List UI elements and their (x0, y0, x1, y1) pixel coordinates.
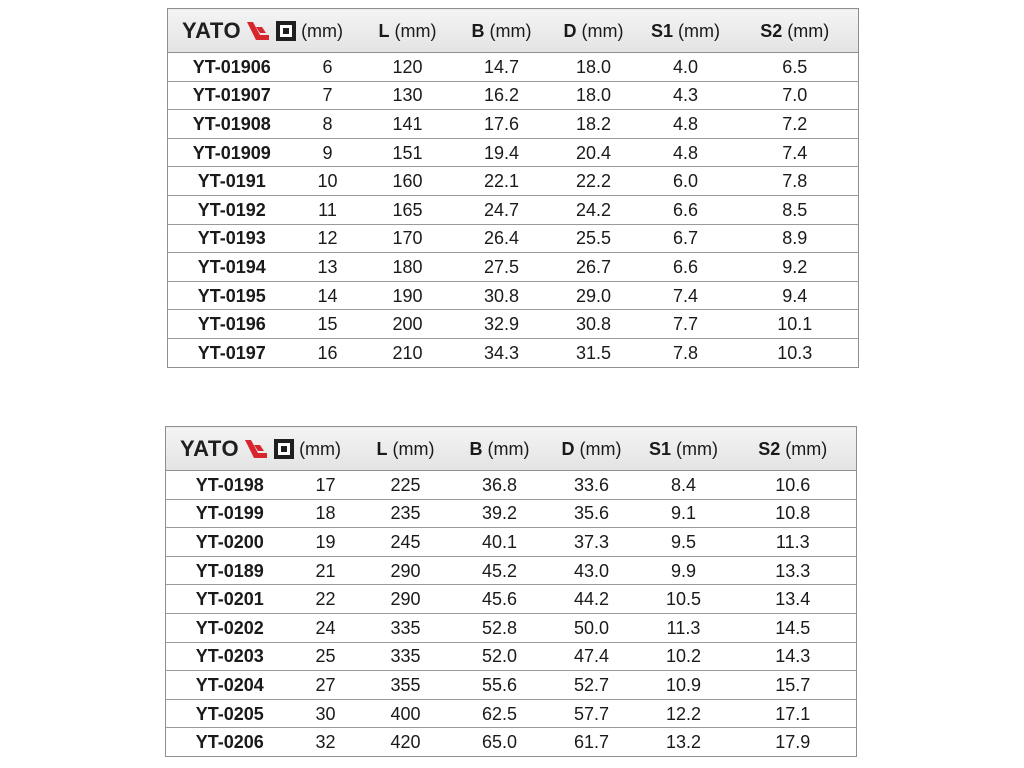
s1-cell: 10.5 (638, 585, 730, 614)
diameter-cell: 57.7 (546, 699, 638, 728)
length-cell: 151 (360, 138, 456, 167)
table-row (166, 528, 857, 557)
product-code-cell: YT-0206 (166, 728, 294, 757)
spec-table-2 (165, 426, 857, 757)
product-code-cell: YT-0191 (168, 167, 296, 196)
s1-cell: 6.6 (640, 253, 732, 282)
size-cell: 25 (294, 642, 358, 671)
s2-cell: 13.3 (730, 556, 857, 585)
product-code-cell: YT-0192 (168, 195, 296, 224)
s1-cell: 10.9 (638, 671, 730, 700)
width-b-cell: 55.6 (454, 671, 546, 700)
width-b-cell: 26.4 (456, 224, 548, 253)
header-col-d: D (mm) (546, 427, 638, 471)
header-col-s2: S2 (mm) (732, 9, 859, 53)
diameter-cell: 25.5 (548, 224, 640, 253)
table-row (166, 585, 857, 614)
s2-cell: 14.5 (730, 613, 857, 642)
s2-cell: 14.3 (730, 642, 857, 671)
width-b-cell: 52.8 (454, 613, 546, 642)
table-body (168, 53, 859, 368)
s1-cell: 12.2 (638, 699, 730, 728)
length-cell: 335 (358, 642, 454, 671)
s2-cell: 7.0 (732, 81, 859, 110)
header-col-s1: S1 (mm) (640, 9, 732, 53)
table-row (168, 224, 859, 253)
table-row (166, 613, 857, 642)
s2-cell: 15.7 (730, 671, 857, 700)
table-row (168, 253, 859, 282)
diameter-cell: 37.3 (546, 528, 638, 557)
product-code-cell: YT-0194 (168, 253, 296, 282)
length-cell: 290 (358, 556, 454, 585)
length-cell: 225 (358, 471, 454, 500)
s1-cell: 7.7 (640, 310, 732, 339)
s1-cell: 4.8 (640, 110, 732, 139)
s2-cell: 10.8 (730, 499, 857, 528)
size-cell: 15 (296, 310, 360, 339)
table-header-row (166, 427, 857, 471)
size-cell: 22 (294, 585, 358, 614)
table-row (168, 53, 859, 82)
length-cell: 420 (358, 728, 454, 757)
table-row (166, 642, 857, 671)
s2-cell: 17.9 (730, 728, 857, 757)
brand-logo (180, 435, 342, 461)
table-header-row (168, 9, 859, 53)
product-code-cell: YT-0203 (166, 642, 294, 671)
size-cell: 9 (296, 138, 360, 167)
s1-cell: 7.8 (640, 338, 732, 367)
size-cell: 16 (296, 338, 360, 367)
length-cell: 165 (360, 195, 456, 224)
product-code-cell: YT-0189 (166, 556, 294, 585)
header-col-l: L (mm) (360, 9, 456, 53)
s1-cell: 7.4 (640, 281, 732, 310)
length-cell: 130 (360, 81, 456, 110)
header-size-unit: (mm) (299, 438, 342, 459)
size-cell: 10 (296, 167, 360, 196)
size-cell: 6 (296, 53, 360, 82)
header-col-b: B (mm) (454, 427, 546, 471)
width-b-cell: 27.5 (456, 253, 548, 282)
diameter-cell: 18.0 (548, 53, 640, 82)
s2-cell: 8.9 (732, 224, 859, 253)
header-col-d: D (mm) (548, 9, 640, 53)
s1-cell: 6.7 (640, 224, 732, 253)
table-row (166, 728, 857, 757)
s1-cell: 10.2 (638, 642, 730, 671)
s2-cell: 13.4 (730, 585, 857, 614)
product-code-cell: YT-0205 (166, 699, 294, 728)
product-code-cell: YT-01908 (168, 110, 296, 139)
s2-cell: 17.1 (730, 699, 857, 728)
s1-cell: 4.0 (640, 53, 732, 82)
length-cell: 235 (358, 499, 454, 528)
yato-logo-icon (245, 20, 271, 42)
header-col-l: L (mm) (358, 427, 454, 471)
size-cell: 14 (296, 281, 360, 310)
brand-header-cell (166, 427, 358, 471)
size-cell: 21 (294, 556, 358, 585)
width-b-cell: 24.7 (456, 195, 548, 224)
length-cell: 141 (360, 110, 456, 139)
header-col-s2: S2 (mm) (730, 427, 857, 471)
product-code-cell: YT-0197 (168, 338, 296, 367)
size-cell: 7 (296, 81, 360, 110)
width-b-cell: 62.5 (454, 699, 546, 728)
size-cell: 12 (296, 224, 360, 253)
table-row (168, 167, 859, 196)
s2-cell: 7.8 (732, 167, 859, 196)
s1-cell: 4.3 (640, 81, 732, 110)
diameter-cell: 47.4 (546, 642, 638, 671)
size-cell: 24 (294, 613, 358, 642)
diameter-cell: 18.2 (548, 110, 640, 139)
s2-cell: 7.2 (732, 110, 859, 139)
diameter-cell: 33.6 (546, 471, 638, 500)
width-b-cell: 40.1 (454, 528, 546, 557)
table-row (166, 471, 857, 500)
s2-cell: 7.4 (732, 138, 859, 167)
diameter-cell: 22.2 (548, 167, 640, 196)
brand-header-cell (168, 9, 360, 53)
length-cell: 290 (358, 585, 454, 614)
s2-cell: 9.4 (732, 281, 859, 310)
table-body (166, 471, 857, 757)
s1-cell: 9.5 (638, 528, 730, 557)
size-cell: 13 (296, 253, 360, 282)
diameter-cell: 18.0 (548, 81, 640, 110)
width-b-cell: 32.9 (456, 310, 548, 339)
s1-cell: 9.9 (638, 556, 730, 585)
s1-cell: 4.8 (640, 138, 732, 167)
length-cell: 120 (360, 53, 456, 82)
product-code-cell: YT-01906 (168, 53, 296, 82)
table-row (168, 281, 859, 310)
s1-cell: 9.1 (638, 499, 730, 528)
s1-cell: 8.4 (638, 471, 730, 500)
header-col-s1: S1 (mm) (638, 427, 730, 471)
s2-cell: 8.5 (732, 195, 859, 224)
s1-cell: 6.6 (640, 195, 732, 224)
table-row (168, 338, 859, 367)
header-size-unit: (mm) (301, 20, 344, 41)
diameter-cell: 31.5 (548, 338, 640, 367)
diameter-cell: 24.2 (548, 195, 640, 224)
header-col-b: B (mm) (456, 9, 548, 53)
s2-cell: 10.3 (732, 338, 859, 367)
width-b-cell: 52.0 (454, 642, 546, 671)
table-row (166, 671, 857, 700)
length-cell: 180 (360, 253, 456, 282)
width-b-cell: 30.8 (456, 281, 548, 310)
brand-name: YATO (182, 17, 242, 43)
brand-name: YATO (180, 435, 240, 461)
width-b-cell: 45.2 (454, 556, 546, 585)
size-cell: 27 (294, 671, 358, 700)
brand-logo (182, 17, 344, 43)
table-row (168, 310, 859, 339)
width-b-cell: 34.3 (456, 338, 548, 367)
product-code-cell: YT-0196 (168, 310, 296, 339)
s2-cell: 11.3 (730, 528, 857, 557)
length-cell: 355 (358, 671, 454, 700)
s2-cell: 6.5 (732, 53, 859, 82)
product-code-cell: YT-0193 (168, 224, 296, 253)
width-b-cell: 22.1 (456, 167, 548, 196)
width-b-cell: 17.6 (456, 110, 548, 139)
s2-cell: 9.2 (732, 253, 859, 282)
width-b-cell: 39.2 (454, 499, 546, 528)
product-code-cell: YT-0204 (166, 671, 294, 700)
product-code-cell: YT-01909 (168, 138, 296, 167)
width-b-cell: 16.2 (456, 81, 548, 110)
square-drive-icon (273, 438, 295, 460)
length-cell: 170 (360, 224, 456, 253)
size-cell: 11 (296, 195, 360, 224)
table-row (166, 556, 857, 585)
product-code-cell: YT-0199 (166, 499, 294, 528)
table-row (168, 110, 859, 139)
s1-cell: 6.0 (640, 167, 732, 196)
length-cell: 245 (358, 528, 454, 557)
length-cell: 200 (360, 310, 456, 339)
product-code-cell: YT-0200 (166, 528, 294, 557)
length-cell: 400 (358, 699, 454, 728)
diameter-cell: 43.0 (546, 556, 638, 585)
table-row (168, 81, 859, 110)
diameter-cell: 35.6 (546, 499, 638, 528)
s1-cell: 13.2 (638, 728, 730, 757)
table-row (166, 499, 857, 528)
s2-cell: 10.1 (732, 310, 859, 339)
size-cell: 18 (294, 499, 358, 528)
s1-cell: 11.3 (638, 613, 730, 642)
length-cell: 160 (360, 167, 456, 196)
table-row (168, 138, 859, 167)
size-cell: 30 (294, 699, 358, 728)
square-drive-icon (275, 20, 297, 42)
size-cell: 8 (296, 110, 360, 139)
width-b-cell: 36.8 (454, 471, 546, 500)
s2-cell: 10.6 (730, 471, 857, 500)
product-code-cell: YT-01907 (168, 81, 296, 110)
diameter-cell: 30.8 (548, 310, 640, 339)
product-code-cell: YT-0198 (166, 471, 294, 500)
yato-logo-icon (243, 438, 269, 460)
diameter-cell: 61.7 (546, 728, 638, 757)
width-b-cell: 65.0 (454, 728, 546, 757)
size-cell: 19 (294, 528, 358, 557)
product-code-cell: YT-0202 (166, 613, 294, 642)
diameter-cell: 52.7 (546, 671, 638, 700)
diameter-cell: 26.7 (548, 253, 640, 282)
table-row (166, 699, 857, 728)
diameter-cell: 50.0 (546, 613, 638, 642)
length-cell: 190 (360, 281, 456, 310)
spec-table-1 (167, 8, 859, 368)
product-code-cell: YT-0201 (166, 585, 294, 614)
product-code-cell: YT-0195 (168, 281, 296, 310)
width-b-cell: 14.7 (456, 53, 548, 82)
table-row (168, 195, 859, 224)
width-b-cell: 19.4 (456, 138, 548, 167)
width-b-cell: 45.6 (454, 585, 546, 614)
diameter-cell: 20.4 (548, 138, 640, 167)
length-cell: 335 (358, 613, 454, 642)
size-cell: 32 (294, 728, 358, 757)
diameter-cell: 29.0 (548, 281, 640, 310)
diameter-cell: 44.2 (546, 585, 638, 614)
length-cell: 210 (360, 338, 456, 367)
size-cell: 17 (294, 471, 358, 500)
